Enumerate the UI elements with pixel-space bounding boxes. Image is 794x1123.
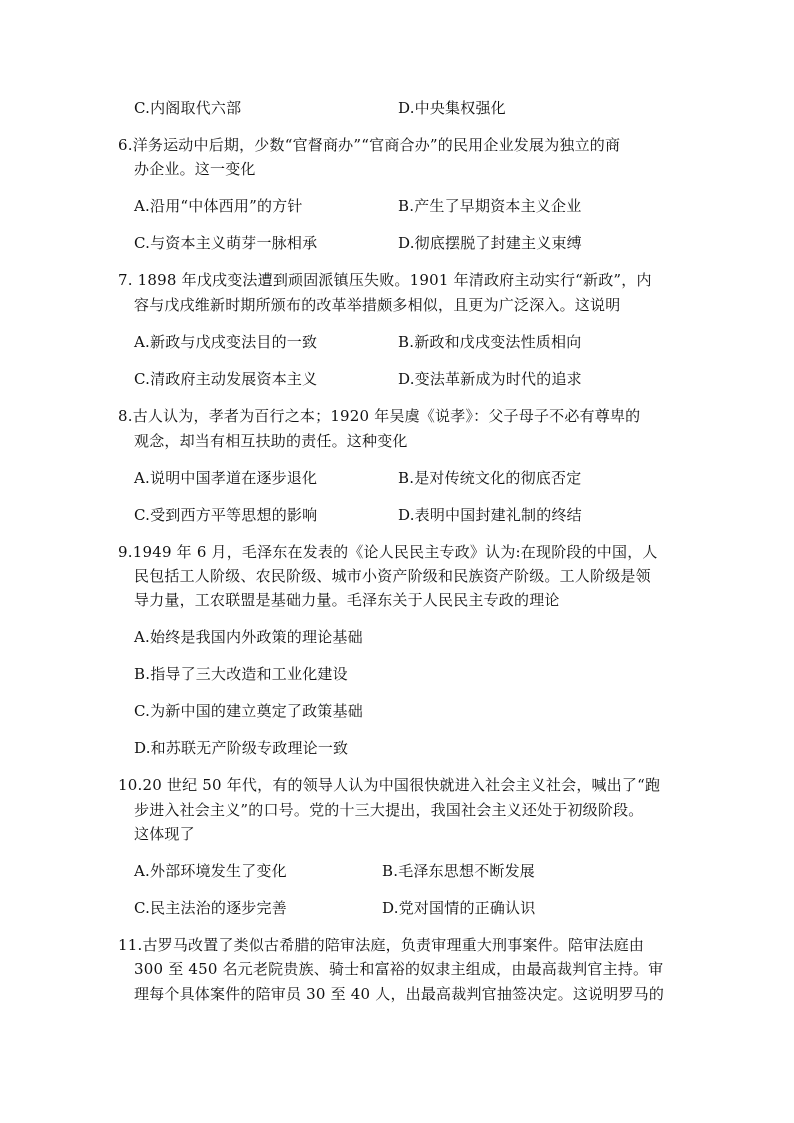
q10-option-a: A.外部环境发生了变化 xyxy=(134,862,287,880)
q6-option-b: B.产生了早期资本主义企业 xyxy=(398,197,582,215)
q9-stem-line1: 9.1949 年 6 月，毛泽东在发表的《论人民民主专政》认为:在现阶段的中国，人 xyxy=(118,543,658,561)
q8-option-a: A.说明中国孝道在逐步退化 xyxy=(134,469,318,487)
q10-option-d: D.党对国情的正确认识 xyxy=(382,899,536,917)
q10-stem-line2: 步进入社会主义”的口号。党的十三大提出，我国社会主义还处于初级阶段。 xyxy=(134,801,644,819)
q7-stem-line2: 容与戊戌维新时期所颁布的改革举措颇多相似，且更为广泛深入。这说明 xyxy=(134,296,621,314)
q9-option-b: B.指导了三大改造和工业化建设 xyxy=(134,665,348,683)
q11-stem-line1: 11.古罗马改置了类似古希腊的陪审法庭，负责审理重大刑事案件。陪审法庭由 xyxy=(118,936,645,954)
q10-option-c: C.民主法治的逐步完善 xyxy=(134,899,287,917)
q9-stem-line2: 民包括工人阶级、农民阶级、城市小资产阶级和民族资产阶级。工人阶级是领 xyxy=(134,567,651,585)
q10-stem-line1: 10.20 世纪 50 年代，有的领导人认为中国很快就进入社会主义社会，喊出了“跑 xyxy=(118,776,661,794)
q10-option-b: B.毛泽东思想不断发展 xyxy=(382,862,535,880)
q6-option-c: C.与资本主义萌芽一脉相承 xyxy=(134,234,318,252)
q9-option-d: D.和苏联无产阶级专政理论一致 xyxy=(134,739,349,757)
q10-stem-line3: 这体现了 xyxy=(134,825,195,843)
q11-stem-line3: 理每个具体案件的陪审员 30 至 40 人，出最高裁判官抽签决定。这说明罗马的 xyxy=(134,985,665,1003)
q5-option-c: C.内阁取代六部 xyxy=(134,99,242,117)
q7-stem-line1: 7. 1898 年戊戌变法遭到顽固派镇压失败。1901 年清政府主动实行“新政”，内 xyxy=(118,271,652,289)
q5-option-d: D.中央集权强化 xyxy=(398,99,506,117)
q7-option-b: B.新政和戊戌变法性质相向 xyxy=(398,333,582,351)
q7-option-c: C.清政府主动发展资本主义 xyxy=(134,370,318,388)
q6-option-d: D.彻底摆脱了封建主义束缚 xyxy=(398,234,582,252)
q8-stem-line2: 观念，却当有相互扶助的责任。这种变化 xyxy=(134,432,408,450)
q6-stem-line2: 办企业。这一变化 xyxy=(134,160,256,178)
q8-stem-line1: 8.古人认为，孝者为百行之本；1920 年吴虞《说孝》：父子母子不必有尊卑的 xyxy=(118,407,641,425)
q9-option-a: A.始终是我国内外政策的理论基础 xyxy=(134,628,363,646)
q8-option-b: B.是对传统文化的彻底否定 xyxy=(398,469,582,487)
q9-option-c: C.为新中国的建立奠定了政策基础 xyxy=(134,702,363,720)
q7-option-d: D.变法革新成为时代的追求 xyxy=(398,370,582,388)
q11-stem-line2: 300 至 450 名元老院贵族、骑士和富裕的奴隶主组成，由最高裁判官主持。审 xyxy=(134,960,664,978)
q8-option-c: C.受到西方平等思想的影响 xyxy=(134,506,318,524)
q8-option-d: D.表明中国封建礼制的终结 xyxy=(398,506,582,524)
q7-option-a: A.新政与戊戌变法目的一致 xyxy=(134,333,318,351)
q9-stem-line3: 导力量，工农联盟是基础力量。毛泽东关于人民民主专政的理论 xyxy=(134,591,560,609)
q6-option-a: A.沿用“中体西用”的方针 xyxy=(134,197,303,215)
q6-stem-line1: 6.洋务运动中后期，少数“官督商办”“官商合办”的民用企业发展为独立的商 xyxy=(118,136,621,154)
